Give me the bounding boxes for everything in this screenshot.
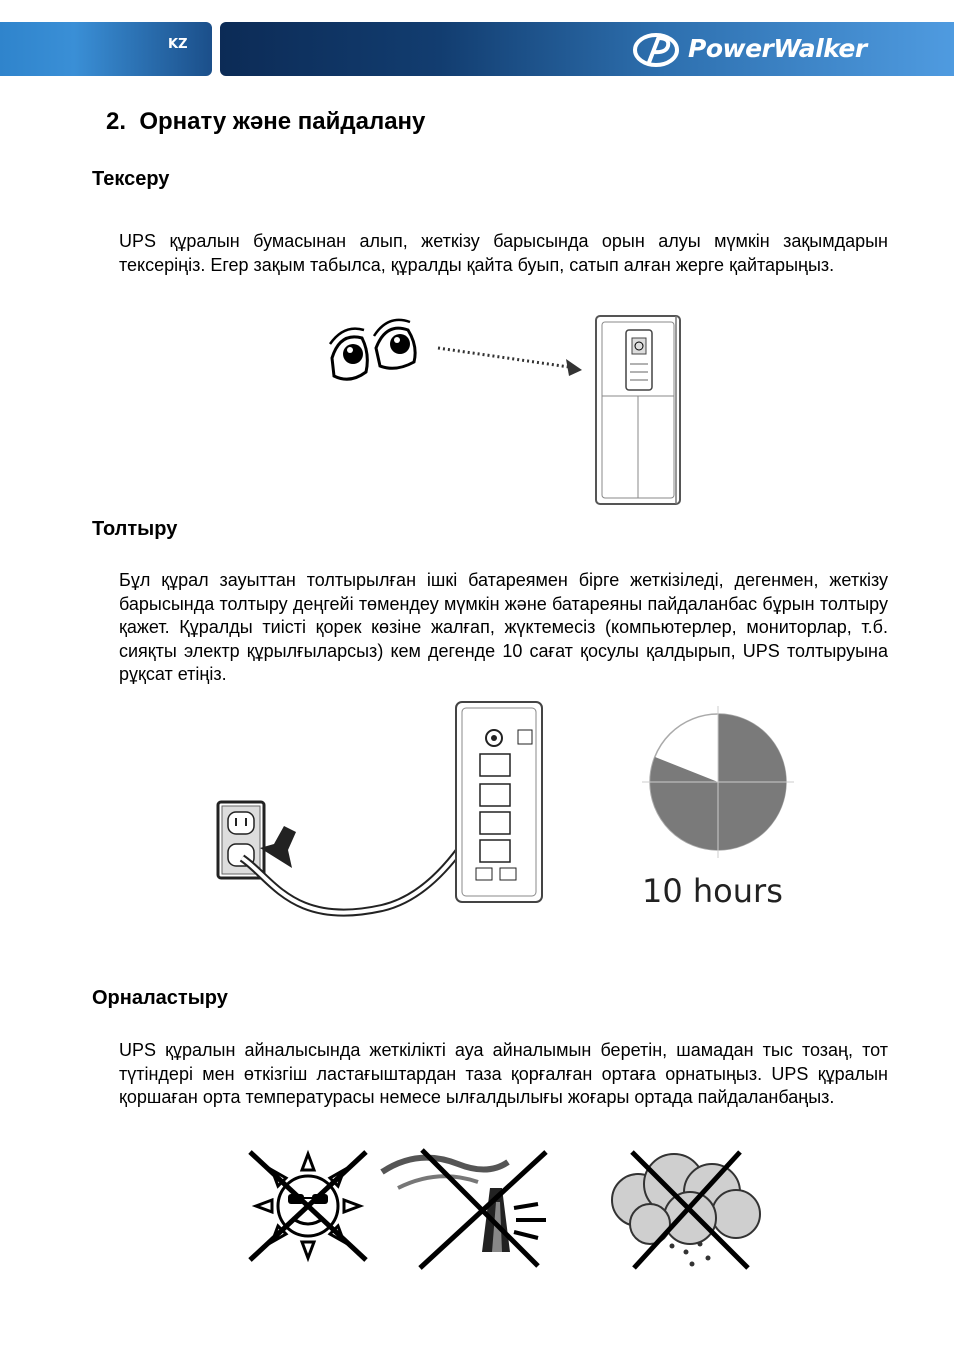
- eyes-icon: [330, 320, 415, 379]
- logo-swirl-icon: [630, 32, 690, 68]
- eyes-looking-at-ups-illustration: [320, 310, 700, 510]
- inspection-heading: Тексеру: [92, 168, 170, 190]
- ten-hour-pie-clock-illustration: [632, 706, 802, 918]
- language-code: KZ: [168, 37, 188, 52]
- figure-label-10-hours: 10 hours: [642, 872, 783, 910]
- dotted-arrow-icon: [438, 348, 582, 376]
- ups-front-view-illustration: [596, 316, 680, 504]
- powerwalker-logo: [630, 32, 946, 68]
- no-moisture-icon: [602, 1148, 768, 1272]
- no-fumes-icon: [378, 1148, 568, 1272]
- placement-text: UPS құралын айналысында жеткілікті ауа айналымын беретін, шамадан тыс тозаң, тот түтіндері мен өткізгіш ластағыштардан таза қорғалған ортаға орнатыңыз. UPS құралын қоршаған орта температурасы немесе ылғалдылығы жоғары ортада пайдаланбаңыз.: [119, 1040, 888, 1108]
- ups-plugged-into-wall-outlet-illustration: [212, 698, 552, 926]
- header-right-bar: [220, 22, 954, 76]
- charging-text: Бұл құрал зауыттан толтырылған ішкі батареямен бірге жеткізіледі, дегенмен, жеткізу барысында толтыру деңгейі төмендеу мүмкін және батареяны пайдаланбас бұрын толтыру қажет. Құралды тиісті қорек көзіне жалғап, жүктемесіз (компьютерлер, мониторлар, т.б. сияқты электр құрылғыларсыз) кем дегенде 10 сағат қосулы қалдырып, UPS толтыруына рұқсат етіңіз.: [119, 570, 888, 685]
- inspection-text: UPS құралын бумасынан алып, жеткізу барысында орын алуы мүмкін зақымдарын тексеріңіз. Егер зақым табылса, құралды қайта буып, сатып алған жерге қайтарыңыз.: [119, 231, 888, 275]
- section-heading: 2. Орнату және пайдалану: [106, 108, 426, 135]
- header-left-bar: [0, 22, 212, 76]
- charging-heading: Толтыру: [92, 518, 178, 540]
- no-sunlight-icon: [242, 1148, 374, 1264]
- brand-name: PowerWalker: [688, 34, 867, 63]
- placement-heading: Орналастыру: [92, 987, 228, 1009]
